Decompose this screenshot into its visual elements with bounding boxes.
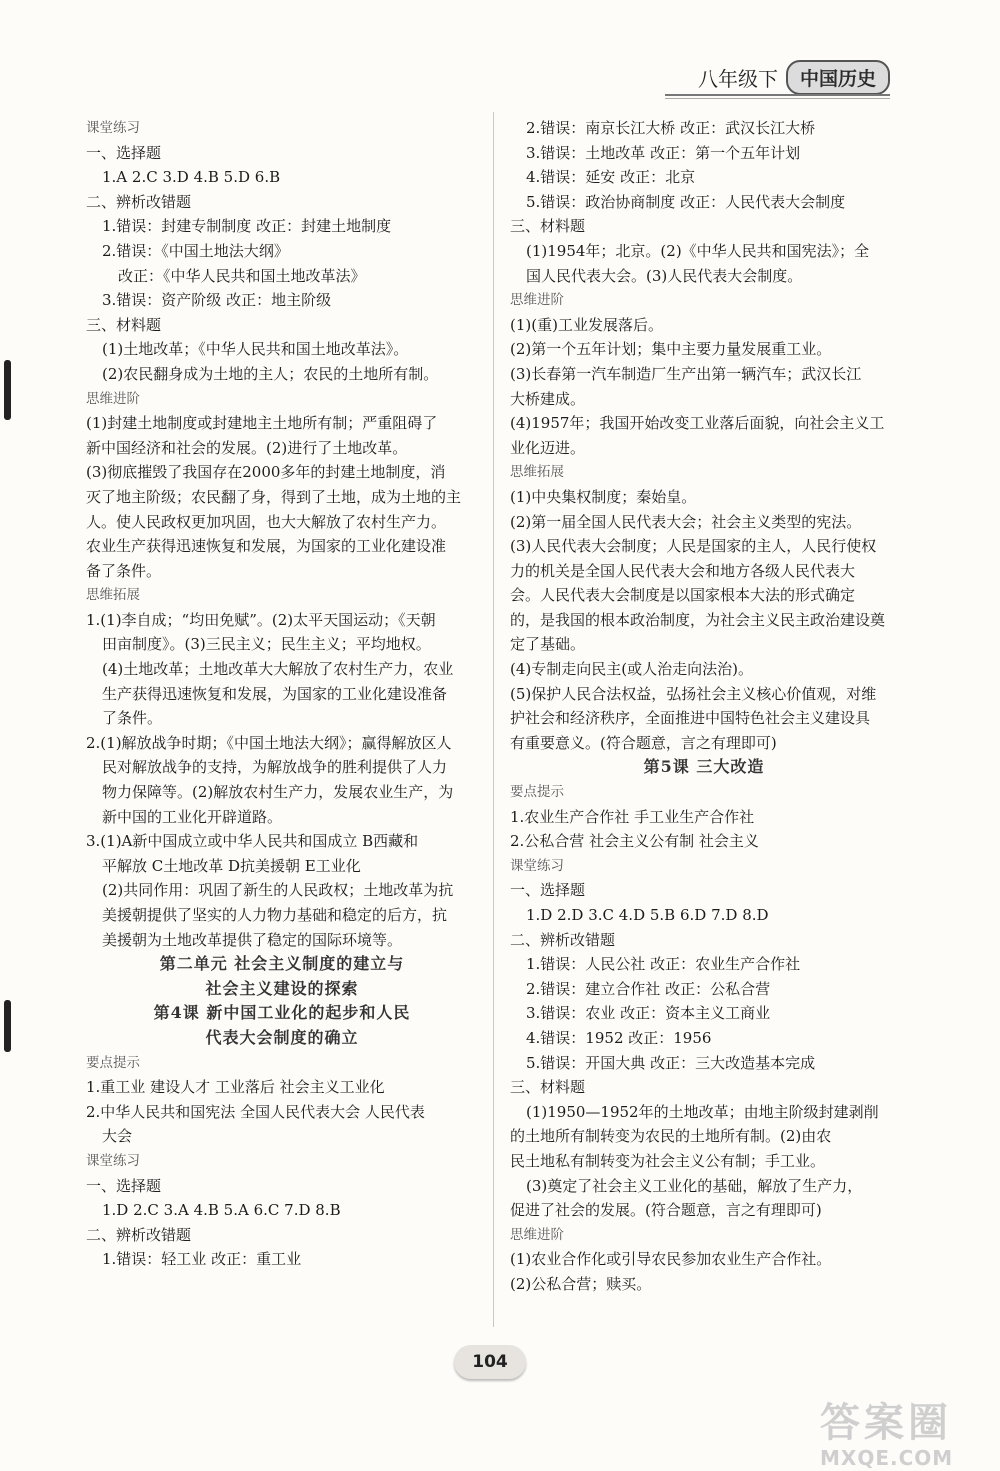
answer-line: 二、辨析改错题 (86, 1225, 192, 1244)
answer-line: 1.D 2.D 3.C 4.D 5.B 6.D 7.D 8.D (526, 906, 769, 924)
answer-line: 物力保障等。(2)解放农村生产力，发展农业生产，为 (102, 783, 454, 802)
answer-line: 三、材料题 (86, 315, 162, 334)
answer-line: 3.错误：农业 改正：资本主义工商业 (526, 1004, 771, 1023)
answer-line: 护社会和经济秩序，全面推进中国特色社会主义建设具 (510, 709, 871, 728)
answer-line: 2.错误：《中国土地法大纲》 (102, 241, 289, 260)
answer-line: 1.D 2.C 3.A 4.B 5.A 6.C 7.D 8.B (102, 1201, 341, 1220)
answer-line: (3)长春第一汽车制造厂生产出第一辆汽车；武汉长江 (510, 364, 862, 383)
answer-line: 灭了地主阶级；农民翻了身，得到了土地，成为土地的主 (86, 487, 462, 506)
answer-line: (3)彻底摧毁了我国存在2000多年的封建土地制度，消 (86, 463, 446, 482)
answer-line: (1)1954年；北京。(2)《中华人民共和国宪法》；全 (526, 241, 870, 260)
section-heading: 要点提示 (86, 1054, 140, 1071)
answer-line: 2.公私合营 社会主义公有制 社会主义 (510, 832, 759, 851)
answer-line: 3.错误：土地改革 改正：第一个五年计划 (526, 143, 801, 162)
answer-line: (2)共同作用：巩固了新生的人民政权；土地改革为抗 (102, 881, 454, 900)
answer-line: (5)保护人民合法权益，弘扬社会主义核心价值观，对维 (510, 684, 877, 703)
answer-line: 2.中华人民共和国宪法 全国人民代表大会 人民代表 (86, 1102, 425, 1121)
answer-line: (2)农民翻身成为土地的主人；农民的土地所有制。 (102, 364, 439, 383)
lesson-title: 第5课 三大改造 (643, 757, 765, 777)
answer-line: 新中国经济和社会的发展。(2)进行了土地改革。 (86, 438, 408, 457)
grade-label: 八年级下 (697, 66, 778, 91)
answer-line: 二、辨析改错题 (510, 930, 616, 949)
right-column (510, 116, 898, 1297)
answer-line: 一、选择题 (86, 143, 162, 162)
section-heading: 思维进阶 (86, 390, 140, 407)
answer-line: 1.错误：人民公社 改正：农业生产合作社 (526, 955, 801, 974)
lesson-title: 社会主义建设的探索 (205, 978, 359, 998)
section-heading: 要点提示 (510, 784, 564, 801)
answer-line: 会。人民代表大会制度是以国家根本大法的形式确定 (510, 586, 856, 605)
column-divider (493, 112, 494, 1327)
answer-line: 力的机关是全国人民代表大会和地方各级人民代表大 (510, 561, 856, 580)
answer-line: 人。使人民政权更加巩固，也大大解放了农村生产力。 (86, 512, 447, 531)
answer-line: (1)1950—1952年的土地改革；由地主阶级封建剥削 (526, 1102, 879, 1121)
header-bar (698, 60, 890, 94)
answer-line: 美援朝为土地改革提供了稳定的国际环境等。 (102, 930, 403, 949)
answer-line: 2.错误：建立合作社 改正：公私合营 (526, 979, 771, 998)
answer-line: 2.(1)解放战争时期；《中国土地法大纲》；赢得解放区人 (86, 733, 452, 752)
answer-line: 5.错误：开国大典 改正：三大改造基本完成 (526, 1053, 816, 1072)
answer-line: 2.错误：南京长江大桥 改正：武汉长江大桥 (526, 119, 816, 137)
answer-line: (2)第一个五年计划；集中主要力量发展重工业。 (510, 340, 832, 359)
answer-line: (2)第一届全国人民代表大会；社会主义类型的宪法。 (510, 512, 862, 531)
section-heading: 课堂练习 (510, 857, 564, 874)
answer-line: (4)1957年；我国开始改变工业落后面貌，向社会主义工 (510, 414, 885, 433)
answer-line: 5.错误：政治协商制度 改正：人民代表大会制度 (526, 192, 846, 211)
section-heading: 思维进阶 (510, 292, 564, 309)
answer-line: 改正：《中华人民共和国土地改革法》 (118, 266, 366, 285)
lesson-title: 第二单元 社会主义制度的建立与 (159, 954, 405, 974)
answer-line: 3.错误：资产阶级 改正：地主阶级 (102, 291, 332, 310)
answer-line: 的，是我国的根本政治制度，为社会主义民主政治建设奠 (510, 610, 886, 629)
answer-line: (2)公私合营；赎买。 (510, 1274, 652, 1293)
answer-line: 三、材料题 (510, 217, 586, 236)
answer-line: 大会 (102, 1127, 133, 1146)
answer-line: 平解放 C土地改革 D抗美援朝 E工业化 (102, 856, 361, 875)
answer-line: 民土地私有制转变为社会主义公有制；手工业。 (510, 1151, 826, 1170)
answer-line: 美援朝提供了坚实的人力物力基础和稳定的后方，抗 (102, 906, 448, 924)
answer-line: 民对解放战争的支持，为解放战争的胜利提供了人力 (102, 758, 448, 777)
answer-line: 备了条件。 (86, 561, 162, 580)
header-rule-thin (665, 98, 890, 99)
watermark-seal: 答案圈 (820, 1400, 952, 1446)
section-heading: 课堂练习 (86, 120, 140, 136)
answer-line: (1)封建土地制度或封建地主土地所有制；严重阻碍了 (86, 414, 438, 433)
answer-line: (1)农业合作化或引导农民参加农业生产合作社。 (510, 1250, 832, 1269)
answer-line: 二、辨析改错题 (86, 192, 192, 211)
section-heading: 思维拓展 (510, 464, 564, 481)
answer-line: 了条件。 (102, 709, 163, 728)
lesson-title: 第4课 新中国工业化的起步和人民 (153, 1003, 411, 1023)
answer-line: 生产获得迅速恢复和发展，为国家的工业化建设准备 (102, 684, 448, 703)
answer-line: 1.重工业 建设人才 工业落后 社会主义工业化 (86, 1078, 385, 1097)
section-heading: 思维进阶 (510, 1226, 564, 1243)
answer-line: (4)土地改革；土地改革大大解放了农村生产力，农业 (102, 660, 454, 679)
answer-line: (1)中央集权制度；秦始皇。 (510, 487, 697, 506)
answer-line: 大桥建成。 (510, 389, 586, 408)
answer-line: 一、选择题 (510, 881, 586, 900)
answer-line: 田亩制度》。(3)三民主义；民生主义；平均地权。 (102, 635, 431, 654)
lesson-title: 代表大会制度的确立 (205, 1027, 359, 1047)
answer-line: 促进了社会的发展。(符合题意，言之有理即可) (510, 1201, 822, 1220)
answer-line: (1)土地改革；《中华人民共和国土地改革法》。 (102, 340, 409, 359)
subject-badge: 中国历史 (786, 60, 890, 95)
answer-line: 定了基础。 (510, 635, 586, 654)
answer-line: (4)专制走向民主(或人治走向法治)。 (510, 660, 753, 679)
section-heading: 思维拓展 (86, 587, 140, 604)
answer-line: 1.错误：轻工业 改正：重工业 (102, 1250, 302, 1269)
answer-line: (1)(重)工业发展落后。 (510, 315, 663, 334)
answer-line: 的土地所有制转变为农民的土地所有制。(2)由农 (510, 1127, 832, 1146)
answer-line: 4.错误：延安 改正：北京 (526, 168, 696, 187)
page-number: 104 (454, 1345, 526, 1379)
watermark-url: MXQE.COM (820, 1446, 954, 1470)
header-rule (665, 94, 890, 96)
answer-line: (3)奠定了社会主义工业化的基础，解放了生产力， (526, 1176, 863, 1195)
answer-line: 1.(1)李自成；“均田免赋”。(2)太平天国运动；《天朝 (86, 610, 436, 629)
left-column (86, 116, 478, 1272)
answer-line: 1.A 2.C 3.D 4.B 5.D 6.B (102, 168, 281, 187)
answer-line: 新中国的工业化开辟道路。 (102, 807, 283, 826)
watermark (820, 1400, 990, 1470)
answer-line: 农业生产获得迅速恢复和发展，为国家的工业化建设准 (86, 537, 447, 556)
answer-line: (3)人民代表大会制度；人民是国家的主人，人民行使权 (510, 537, 877, 556)
scan-mark (4, 1000, 11, 1052)
answer-line: 业化迈进。 (510, 438, 586, 457)
answer-line: 4.错误：1952 改正：1956 (526, 1028, 712, 1047)
answer-line: 有重要意义。(符合题意，言之有理即可) (510, 733, 777, 752)
answer-line: 三、材料题 (510, 1078, 586, 1097)
answer-line: 一、选择题 (86, 1176, 162, 1195)
answer-line: 国人民代表大会。(3)人民代表大会制度。 (526, 266, 803, 285)
section-heading: 课堂练习 (86, 1152, 140, 1169)
answer-line: 3.(1)A新中国成立或中华人民共和国成立 B西藏和 (86, 832, 419, 851)
answer-line: 1.农业生产合作社 手工业生产合作社 (510, 807, 755, 826)
scan-mark (4, 360, 11, 420)
answer-line: 1.错误：封建专制制度 改正：封建土地制度 (102, 217, 392, 236)
